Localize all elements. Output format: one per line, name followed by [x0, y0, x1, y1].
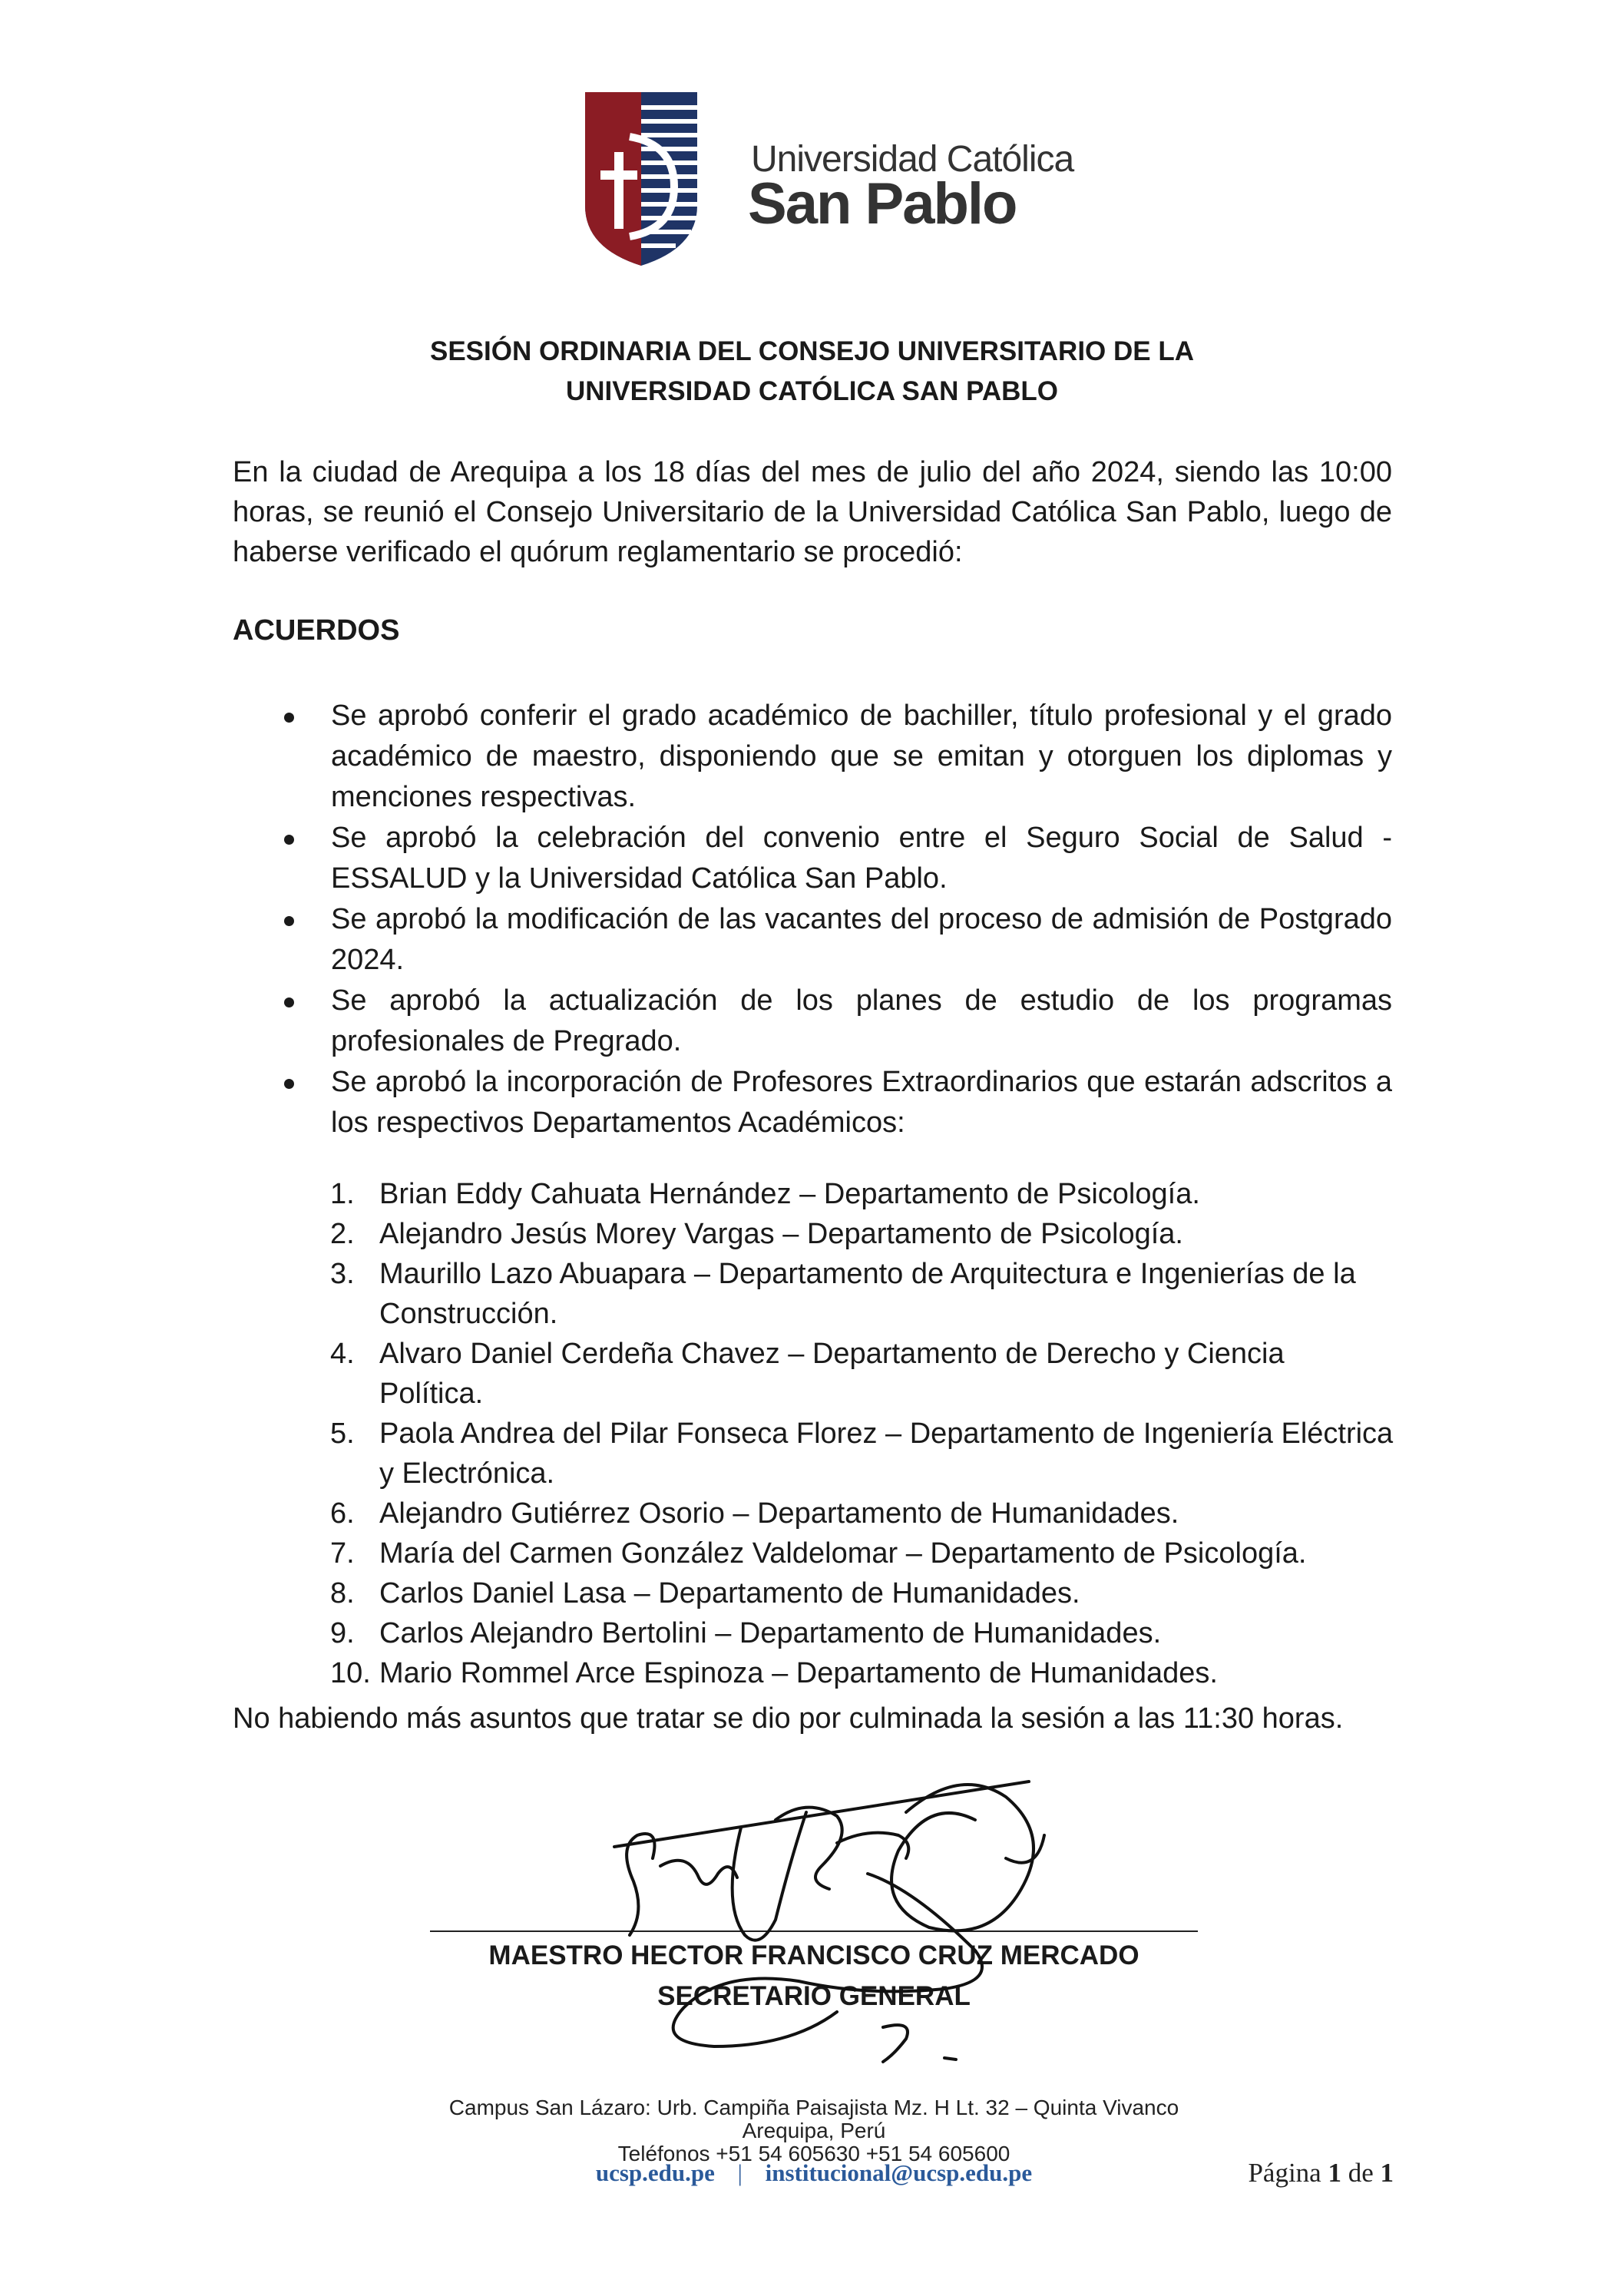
- list-item: [330, 1414, 1394, 1494]
- list-item: [233, 981, 1392, 1062]
- list-item: [233, 1062, 1392, 1143]
- profesor-text: Mario Rommel Arce Espinoza – Departamento de Humanidades.: [379, 1657, 1218, 1689]
- list-number: 10.: [330, 1657, 371, 1689]
- list-number: 2.: [330, 1218, 355, 1250]
- list-item: [330, 1494, 1394, 1533]
- list-item: [330, 1254, 1394, 1334]
- acuerdos-list: [233, 696, 1392, 1143]
- list-number: 1.: [330, 1178, 355, 1210]
- email-link[interactable]: institucional@ucsp.edu.pe: [765, 2159, 1033, 2186]
- website-link[interactable]: ucsp.edu.pe: [595, 2159, 715, 2186]
- list-number: 7.: [330, 1537, 355, 1570]
- list-item: [330, 1334, 1394, 1414]
- list-item: [330, 1573, 1394, 1613]
- title-line2: UNIVERSIDAD CATÓLICA SAN PABLO: [565, 376, 1059, 406]
- bullet-icon: [284, 1079, 294, 1089]
- profesor-text: Carlos Alejandro Bertolini – Departamento de Humanidades.: [379, 1617, 1162, 1649]
- profesor-text: Paola Andrea del Pilar Fonseca Florez – Departamento de Ingeniería Eléctrica y Electrónica.: [379, 1418, 1394, 1490]
- document-title: [230, 332, 1394, 412]
- profesor-text: Alvaro Daniel Cerdeña Chavez – Departamento de Derecho y Ciencia Política.: [379, 1338, 1285, 1410]
- list-number: 4.: [330, 1338, 355, 1370]
- list-item: [233, 818, 1392, 899]
- list-number: 5.: [330, 1418, 355, 1450]
- profesor-text: Maurillo Lazo Abuapara – Departamento de Arquitectura e Ingenierías de la Construcción.: [379, 1258, 1356, 1330]
- list-item: [330, 1533, 1394, 1573]
- footer-links: [361, 2159, 1267, 2187]
- profesor-text: Alejandro Gutiérrez Osorio – Departamento de Humanidades.: [379, 1497, 1179, 1530]
- list-item: [233, 696, 1392, 818]
- list-number: 8.: [330, 1577, 355, 1610]
- page-number: [1244, 2158, 1394, 2188]
- acuerdos-heading: ACUERDOS: [233, 614, 400, 647]
- footer-phones: Teléfonos +51 54 605630 +51 54 605600: [617, 2142, 1010, 2165]
- profesor-text: Alejandro Jesús Morey Vargas – Departamento de Psicología.: [379, 1218, 1183, 1250]
- title-line1: SESIÓN ORDINARIA DEL CONSEJO UNIVERSITARIO DE LA: [429, 336, 1195, 366]
- profesor-text: Carlos Daniel Lasa – Departamento de Humanidades.: [379, 1577, 1080, 1610]
- acuerdo-text: Se aprobó la incorporación de Profesores Extraordinarios que estarán adscritos a los respectivos Departamentos Académicos:: [331, 1066, 1392, 1139]
- page-current: 1: [1328, 2158, 1341, 2188]
- footer-address: [361, 2096, 1267, 2165]
- page-total: 1: [1380, 2158, 1394, 2188]
- footer-city: Arequipa, Perú: [742, 2119, 886, 2142]
- list-item: [330, 1174, 1394, 1214]
- signatory-role: SECRETARIO GENERAL: [657, 1981, 971, 2011]
- profesor-text: Brian Eddy Cahuata Hernández – Departamento de Psicología.: [379, 1178, 1200, 1210]
- footer-address-line: Campus San Lázaro: Urb. Campiña Paisajista Mz. H Lt. 32 – Quinta Vivanco: [448, 2096, 1179, 2119]
- bullet-icon: [284, 835, 294, 845]
- intro-paragraph: En la ciudad de Arequipa a los 18 días del mes de julio del año 2024, siendo las 10:00 horas, se reunió el Consejo Universitario de la Universidad Católica San Pablo, luego de haberse verificado el quórum reglamentario se procedió:: [233, 456, 1392, 568]
- acuerdo-text: Se aprobó la modificación de las vacantes del proceso de admisión de Postgrado 2024.: [331, 903, 1392, 976]
- link-separator: |: [737, 2159, 743, 2186]
- list-number: 3.: [330, 1258, 355, 1290]
- acuerdo-text: Se aprobó la celebración del convenio entre el Seguro Social de Salud - ESSALUD y la Universidad Católica San Pablo.: [331, 822, 1392, 895]
- list-item: [330, 1653, 1394, 1693]
- university-logo: [584, 91, 1074, 275]
- profesores-list: [330, 1174, 1394, 1693]
- list-item: [233, 899, 1392, 981]
- list-number: 9.: [330, 1617, 355, 1649]
- bullet-icon: [284, 916, 294, 926]
- page-label: Página: [1248, 2158, 1321, 2188]
- acuerdo-text: Se aprobó conferir el grado académico de bachiller, título profesional y el grado académico de maestro, disponiendo que se emitan y otorguen los diplomas y menciones respectivas.: [331, 700, 1392, 813]
- logo-text-line1: Universidad Católica: [751, 139, 1074, 180]
- profesor-text: María del Carmen González Valdelomar – Departamento de Psicología.: [379, 1537, 1307, 1570]
- bullet-icon: [284, 997, 294, 1007]
- logo-text-line2: San Pablo: [748, 171, 1017, 237]
- list-number: 6.: [330, 1497, 355, 1530]
- signatory-name: MAESTRO HECTOR FRANCISCO CRUZ MERCADO: [488, 1940, 1139, 1970]
- list-item: [330, 1613, 1394, 1653]
- page-of: de: [1348, 2158, 1374, 2188]
- bullet-icon: [284, 713, 294, 723]
- shield-cross-icon: [584, 91, 699, 267]
- handwritten-signature: [545, 1751, 1098, 2073]
- list-item: [330, 1214, 1394, 1254]
- closing-paragraph: No habiendo más asuntos que tratar se dio por culminada la sesión a las 11:30 horas.: [233, 1702, 1344, 1735]
- acuerdo-text: Se aprobó la actualización de los planes de estudio de los programas profesionales de Pregrado.: [331, 984, 1392, 1057]
